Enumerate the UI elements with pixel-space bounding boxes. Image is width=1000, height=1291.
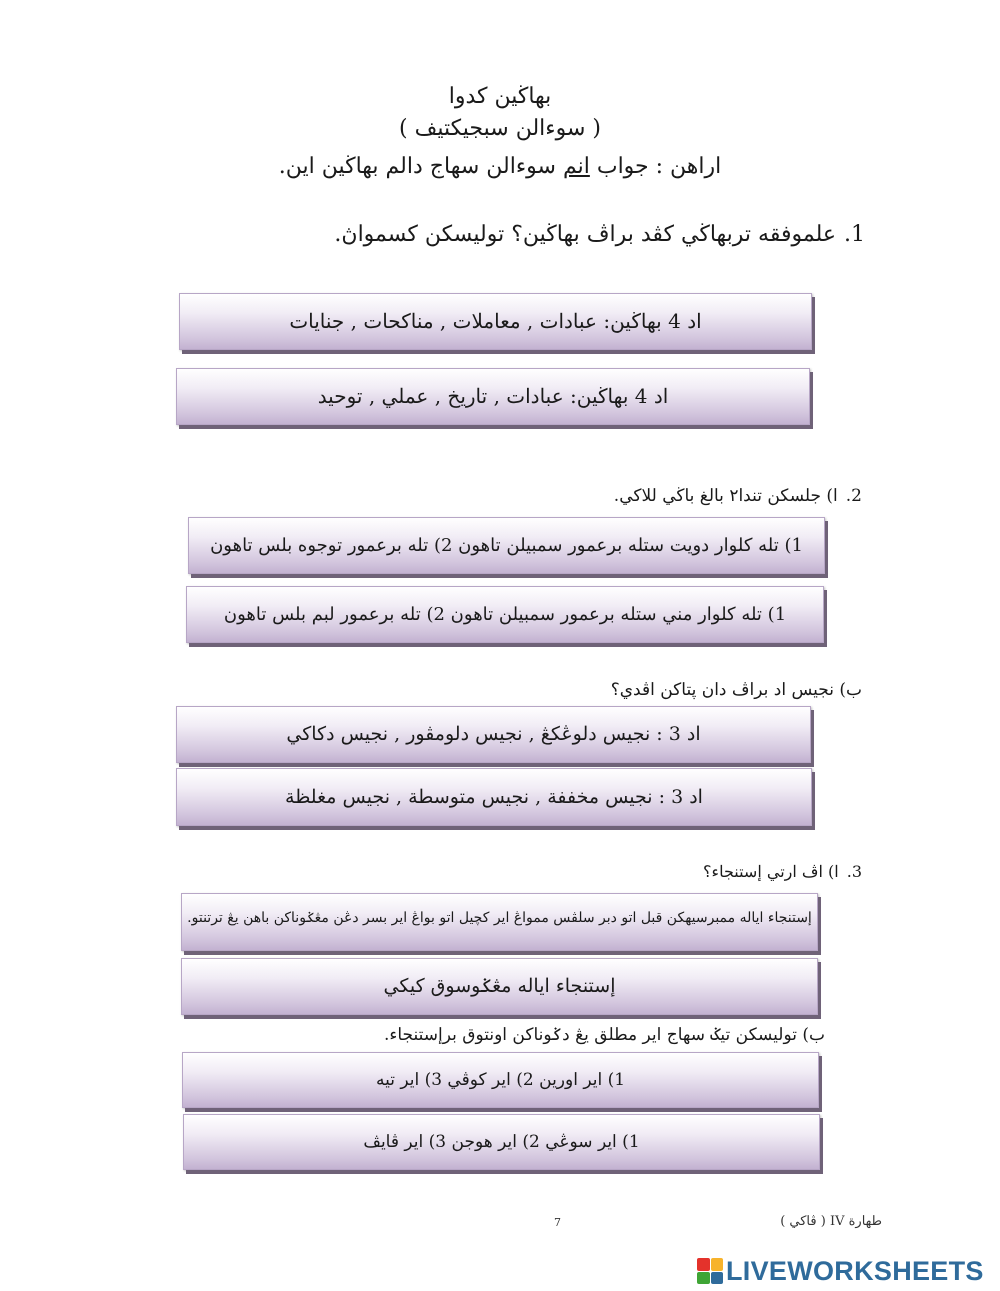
option-text: إستنجاء اياله مڠݢوسوق كيكي <box>383 975 616 997</box>
footer-course: طهارة IV ( ڤاكي ) <box>780 1214 882 1229</box>
liveworksheets-brand[interactable] <box>697 1256 984 1286</box>
instruction-line <box>0 154 1000 179</box>
question-text: علموفقه تربهاڬي كڤد براڤ بهاڬين؟ توليسكن كسمواڽ. <box>334 222 836 247</box>
option-text: اد 4 بهاڬين: عبادات , تاريخ , عملي , توحيد <box>317 384 669 408</box>
question-3a <box>703 862 862 881</box>
answer-option-2a-1[interactable] <box>188 517 825 574</box>
answer-option-1b[interactable] <box>176 368 810 425</box>
logo-square <box>711 1272 724 1285</box>
logo-square <box>711 1258 724 1271</box>
instruction-post: سوءالن سهاج دالم بهاڬين اين. <box>278 154 563 179</box>
option-text: اد 3 : نجيس دلوڠكڠ , نجيس دلومڤور , نجيس دكاكي <box>286 723 701 745</box>
question-2b <box>611 680 862 700</box>
option-text: إستنجاء اياله ممبرسيهكن قبل اتو دبر سلڤس ممواڠ اير كچيل اتو بواڠ اير بسر دڠن مڠݢوناكن باهن يڠ ترتنتو. <box>187 910 812 926</box>
question-2a <box>614 486 862 506</box>
question-text: ب) نجيس اد براڤ دان ڽتاكن اڤدي؟ <box>610 680 862 700</box>
option-text: 1) تله كلوار مني ستله برعمور سمبيلن تاهون 2) تله برعمور لبم بلس تاهون <box>223 604 787 625</box>
brand-name: LIVEWORKSHEETS <box>726 1255 984 1286</box>
answer-option-1a[interactable] <box>179 293 812 350</box>
question-number: 2. <box>845 486 862 506</box>
answer-option-2a-2[interactable] <box>186 586 824 643</box>
question-number: 3. <box>846 862 862 881</box>
instruction-underlined: انم <box>562 154 590 179</box>
question-text: ب) توليسكن تيݢ سهاج اير مطلق يڠ دݢوناكن اونتوق برإستنجاء. <box>383 1025 825 1045</box>
question-3b <box>384 1024 825 1045</box>
answer-option-3a-1[interactable] <box>181 893 818 951</box>
option-text: 1) اير سوڠي 2) اير هوجن 3) اير ڤايڤ <box>363 1132 640 1152</box>
liveworksheets-logo-icon <box>697 1258 723 1284</box>
answer-option-3b-2[interactable] <box>183 1114 820 1170</box>
answer-option-2b-1[interactable] <box>176 706 811 763</box>
page-number: 7 <box>554 1216 561 1229</box>
option-text: اد 4 بهاڬين: عبادات , معاملات , مناكحات , جنايات <box>289 309 702 333</box>
logo-square <box>697 1272 710 1285</box>
answer-option-2b-2[interactable] <box>176 768 812 826</box>
question-1 <box>334 222 865 247</box>
option-text: 1) تله كلوار دويت ستله برعمور سمبيلن تاهون 2) تله برعمور توجوه بلس تاهون <box>210 535 803 556</box>
section-title: بهاڬين كدوا <box>448 84 552 109</box>
instruction-pre: اراهن : جواب <box>589 154 722 179</box>
logo-square <box>697 1258 710 1271</box>
answer-option-3a-2[interactable] <box>181 958 818 1015</box>
option-text: اد 3 : نجيس مخففة , نجيس متوسطة , نجيس مغلظة <box>285 786 703 808</box>
question-text: ا) جلسكن تندا٢ بالغ باڬي للاكي. <box>613 486 838 506</box>
section-subtitle: ( سوءالن سبجيكتيف ) <box>399 116 601 141</box>
question-number: 1. <box>844 222 865 247</box>
question-text: ا) اڤ ارتي إستنجاء؟ <box>703 862 839 881</box>
option-text: 1) اير اورين 2) اير كوڤي 3) اير تيه <box>375 1070 626 1090</box>
answer-option-3b-1[interactable] <box>182 1052 819 1108</box>
